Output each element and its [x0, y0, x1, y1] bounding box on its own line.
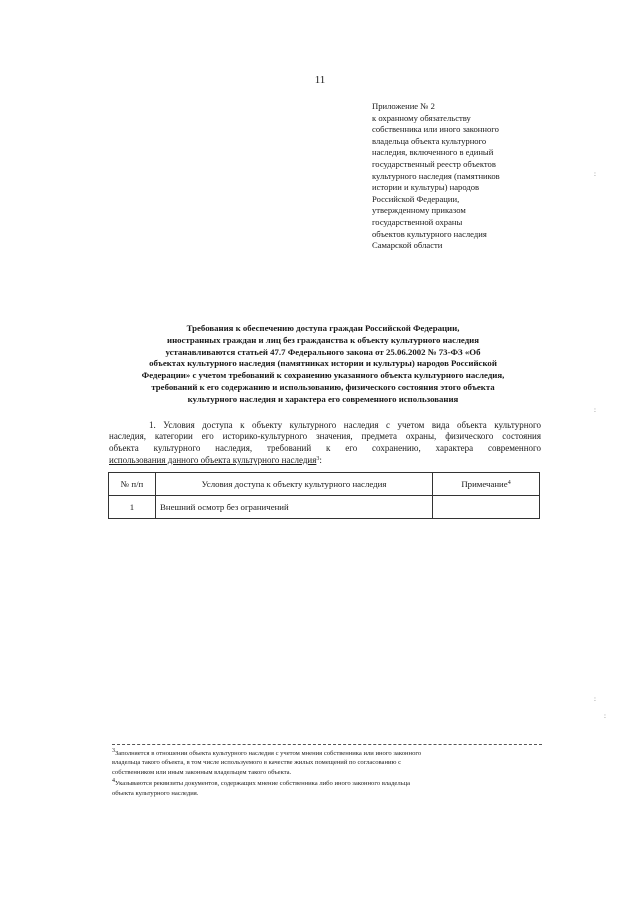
cell-conditions: Внешний осмотр без ограничений	[156, 496, 433, 519]
appendix-line: объектов культурного наследия	[372, 228, 487, 239]
title-line: Требования к обеспечению доступа граждан Российской Федерации,	[186, 323, 460, 333]
access-conditions-paragraph	[109, 420, 541, 467]
appendix-line: государственной охраны	[372, 216, 463, 227]
table-header-row	[109, 473, 540, 496]
title-line: требований к его содержанию и использованию, физического состояния этого объекта	[151, 381, 495, 392]
paragraph-line: использования данного объекта культурного наследия	[109, 455, 317, 466]
header-num: № п/п	[109, 473, 156, 496]
appendix-line: владельца объекта культурного	[372, 135, 487, 146]
title-line: Федерации» с учетом требований к сохранению указанного объекта культурного наследия,	[141, 370, 505, 381]
appendix-line: наследия, включенного в единый	[372, 147, 494, 158]
cell-note	[433, 496, 540, 519]
scan-mark: :	[604, 712, 606, 720]
appendix-line: истории и культуры) народов	[372, 182, 480, 193]
footnote-line: объекта культурного наследия.	[112, 789, 199, 797]
paragraph-line: наследия, категории его историко-культурного значения, предмета охраны, физического состояния	[109, 431, 541, 442]
page-number: 11	[314, 74, 326, 86]
footnotes	[112, 747, 542, 798]
appendix-line: собственника или иного законного	[372, 124, 499, 135]
header-note-label: Примечание	[461, 479, 508, 489]
footnote-marker: 3	[112, 748, 115, 754]
paragraph-last-line	[109, 454, 541, 466]
appendix-line: к охранному обязательству	[372, 112, 471, 123]
access-conditions-table	[108, 472, 540, 519]
appendix-line: культурного наследия (памятников	[372, 170, 500, 181]
footnote-line: собственником или иным законным владельцем такого объекта.	[112, 768, 292, 776]
footnote-3	[112, 747, 542, 758]
footnote-marker: 4	[112, 778, 115, 785]
paragraph-suffix: :	[319, 455, 322, 466]
header-conditions: Условия доступа к объекту культурного наследия	[156, 473, 433, 496]
scan-mark: :	[594, 406, 596, 414]
cell-num: 1	[109, 496, 156, 519]
title-line: объектах культурного наследия (памятниках истории и культуры) народов Российской	[149, 358, 497, 369]
appendix-line: Российской Федерации,	[372, 193, 460, 204]
scan-mark: :	[594, 695, 596, 703]
footnote-ref: 3	[316, 456, 320, 463]
appendix-line: утвержденному приказом	[372, 205, 466, 216]
scan-mark: :	[594, 170, 596, 178]
footnote-separator	[112, 744, 542, 745]
footnote-line: владельца такого объекта, в том числе используемого в качестве жилых помещений по согласованию с	[112, 759, 402, 767]
table-row	[109, 496, 540, 519]
title-line: культурного наследия и характера его современного использования	[187, 393, 459, 404]
footnote-ref: 4	[507, 480, 511, 486]
footnote-line: Указываются реквизиты документов, содержащих мнение собственника либо иного законного владельца	[115, 780, 411, 788]
document-title	[108, 323, 538, 406]
paragraph-line: объекта культурного наследия, требований к его сохранению, характера современного	[109, 442, 541, 453]
appendix-block	[372, 101, 572, 252]
footnote-4	[112, 777, 542, 788]
paragraph-line: 1. Условия доступа к объекту культурного наследия с учетом вида объекта культурного	[149, 420, 541, 430]
title-line: устанавливаются статьей 47.7 Федерального закона от 25.06.2002 № 73-ФЗ «Об	[165, 346, 481, 357]
header-note	[433, 473, 540, 496]
appendix-line: государственный реестр объектов	[372, 158, 496, 169]
appendix-line: Самарской области	[372, 240, 443, 251]
title-line: иностранных граждан и лиц без гражданства к объекту культурного наследия	[167, 334, 479, 345]
appendix-line: Приложение № 2	[372, 101, 435, 111]
footnote-line: Заполняется в отношении объекта культурного наследия с учетом мнения собственника или иного законного	[115, 750, 422, 757]
